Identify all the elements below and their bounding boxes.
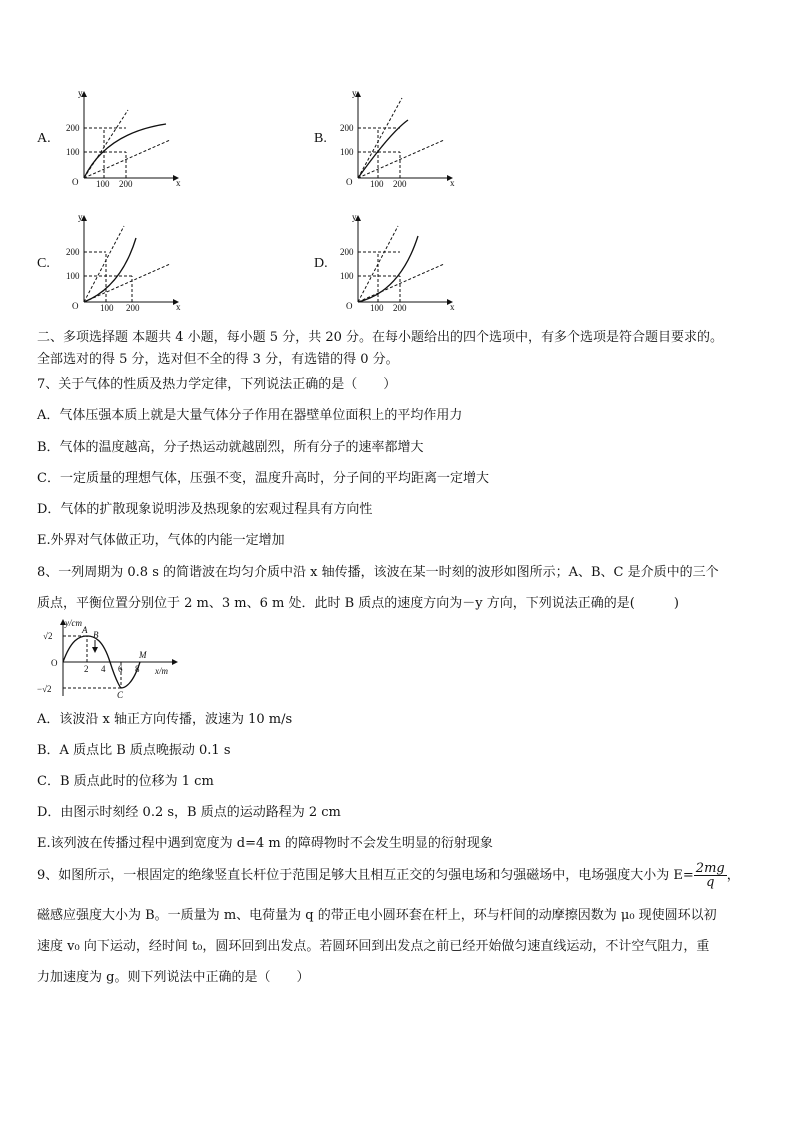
q9-line4: 力加速度为 g。则下列说法中正确的是（ ） (37, 970, 310, 985)
x-tick-200: 200 (393, 303, 407, 312)
x-axis-label: x (450, 178, 455, 188)
x-tick-100: 100 (100, 303, 114, 312)
origin-label: O (51, 658, 58, 668)
y-tick-200: 200 (66, 123, 80, 133)
section2-line1: 二、多项选择题 本题共 4 小题，每小题 5 分，共 20 分。在每小题给出的四个选项中，有多个选项是符合题目要求的。 (37, 330, 724, 345)
asymptote-shallow (358, 264, 444, 302)
origin-label: O (346, 301, 353, 311)
y-tick-100: 100 (66, 271, 80, 281)
q7-stem: 7、关于气体的性质及热力学定律，下列说法正确的是（ ） (37, 377, 397, 392)
graph-b (340, 88, 460, 188)
q8-wave-figure (37, 616, 187, 700)
y-axis-label: y (78, 88, 83, 98)
q8-option-a: A．该波沿 x 轴正方向传播，波速为 10 m/s (37, 712, 293, 727)
q7-option-b: B．气体的温度越高，分子热运动就越剧烈，所有分子的速率都增大 (37, 440, 424, 455)
q8-stem-line2: 质点，平衡位置分别位于 2 m、3 m、6 m 处．此时 B 质点的速度方向为－y 方向，下列说法正确的是( ) (37, 596, 679, 611)
x-axis-label: x (176, 178, 181, 188)
x-axis-label: x/m (155, 666, 168, 676)
asymptote-shallow (84, 264, 170, 302)
curve (84, 238, 136, 302)
asymptote-steep (358, 98, 402, 178)
y-axis-label: y (352, 212, 357, 222)
x-tick-200: 200 (119, 179, 133, 188)
x-axis-label: x (450, 302, 455, 312)
electric-field-fraction (694, 862, 727, 889)
q8-option-b: B．A 质点比 B 质点晚振动 0.1 s (37, 743, 231, 758)
x-tick-200: 200 (393, 179, 407, 188)
x-axis-label: x (176, 302, 181, 312)
q8-option-c: C．B 质点此时的位移为 1 cm (37, 774, 214, 789)
q9-line3: 速度 v₀ 向下运动，经时间 t₀，圆环回到出发点。若圆环回到出发点之前已经开始做匀速直线运动，不计空气阻力，重 (37, 939, 710, 954)
q9-line1 (37, 862, 740, 889)
q7-option-d: D．气体的扩散现象说明涉及热现象的宏观过程具有方向性 (37, 502, 373, 517)
point-b-label: B (93, 630, 99, 640)
fraction-denominator: q (706, 875, 715, 890)
origin-label: O (72, 301, 79, 311)
point-m-label: M (139, 650, 147, 660)
option-b-label: B. (314, 131, 327, 146)
y-axis-label: y (78, 212, 83, 222)
origin-label: O (72, 177, 79, 187)
asymptote-steep (84, 110, 128, 178)
option-a-label: A. (37, 131, 51, 146)
x-tick-2: 2 (84, 664, 89, 674)
y-axis-label: y/cm (65, 618, 82, 628)
fraction-numerator: 2mg (695, 861, 725, 876)
graph-a (66, 88, 186, 188)
x-tick-100: 100 (370, 179, 384, 188)
x-tick-4: 4 (101, 664, 106, 674)
q8-option-e: E.该列波在传播过程中遇到宽度为 d=4 m 的障碍物时不会发生明显的衍射现象 (37, 836, 493, 851)
graph-d (340, 212, 460, 312)
y-tick-200: 200 (340, 247, 354, 257)
x-tick-6: 6 (118, 664, 123, 674)
q7-option-a: A．气体压强本质上就是大量气体分子作用在器壁单位面积上的平均作用力 (37, 408, 463, 423)
point-c-label: C (117, 690, 124, 700)
x-tick-8: 8 (135, 664, 140, 674)
q8-option-d: D．由图示时刻经 0.2 s，B 质点的运动路程为 2 cm (37, 805, 341, 820)
y-tick-neg: −√2 (37, 684, 52, 694)
y-tick-200: 200 (340, 123, 354, 133)
y-axis-label: y (352, 88, 357, 98)
q9-line1-text: 9、如图所示，一根固定的绝缘竖直长杆位于范围足够大且相互正交的匀强电场和匀强磁场中，电场强度大小为 E= (37, 868, 694, 883)
q7-option-e: E.外界对气体做正功，气体的内能一定增加 (37, 533, 285, 548)
x-tick-100: 100 (370, 303, 384, 312)
curve (358, 120, 408, 178)
y-tick-100: 100 (340, 147, 354, 157)
section2-line2: 全部选对的得 5 分，选对但不全的得 3 分，有选错的得 0 分。 (37, 352, 399, 367)
q7-option-c: C．一定质量的理想气体，压强不变，温度升高时，分子间的平均距离一定增大 (37, 471, 489, 486)
curve (358, 236, 418, 302)
graph-c (66, 212, 186, 312)
curve (84, 124, 166, 178)
y-tick-200: 200 (66, 247, 80, 257)
y-tick-pos: √2 (43, 631, 53, 641)
point-a-label: A (82, 625, 88, 635)
q8-stem-line1: 8、一列周期为 0.8 s 的简谐波在均匀介质中沿 x 轴传播，该波在某一时刻的波形如图所示；A、B、C 是介质中的三个 (37, 565, 719, 580)
y-tick-100: 100 (340, 271, 354, 281)
y-tick-100: 100 (66, 147, 80, 157)
x-tick-200: 200 (126, 303, 140, 312)
option-d-label: D. (314, 256, 328, 271)
q9-line1-end: ， (726, 868, 740, 883)
origin-label: O (346, 177, 353, 187)
asymptote-shallow (358, 140, 444, 178)
q9-line2: 磁感应强度大小为 B。一质量为 m、电荷量为 q 的带正电小圆环套在杆上，环与杆间的动摩擦因数为 μ₀ 现使圆环以初 (37, 908, 717, 923)
option-c-label: C. (37, 256, 50, 271)
x-tick-100: 100 (96, 179, 110, 188)
